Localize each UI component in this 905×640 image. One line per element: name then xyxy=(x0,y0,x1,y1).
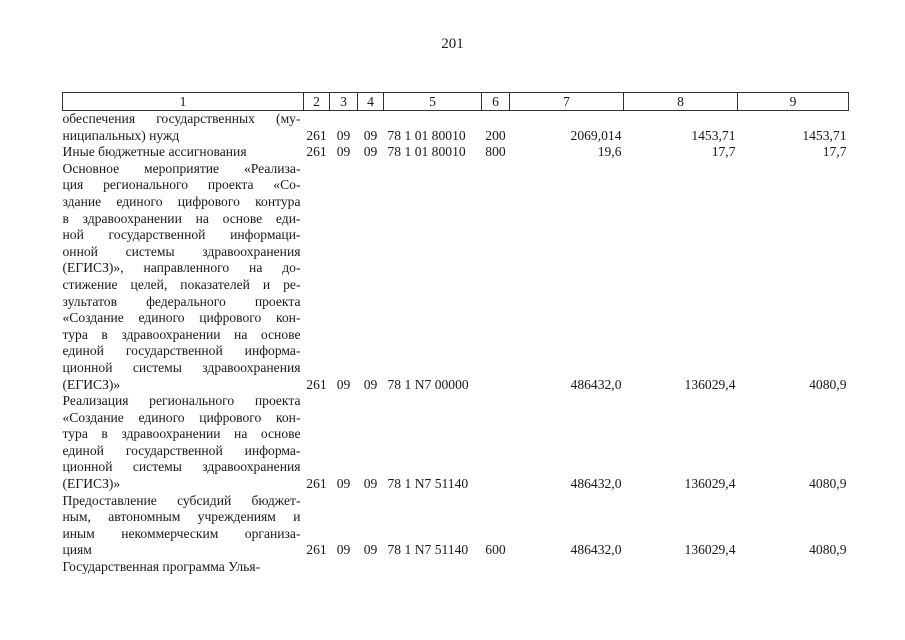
section-code: 09 xyxy=(336,127,351,143)
description-line: ниципальных) нужд xyxy=(62,127,180,143)
amount-col9: 1453,71 xyxy=(802,127,847,143)
ministry-code: 261 xyxy=(306,127,327,143)
target-article-code: 78 1 N7 51140 xyxy=(387,476,469,492)
description-line: Иные бюджетные ассигнования xyxy=(62,144,247,160)
table-row xyxy=(63,144,849,161)
section-code: 09 xyxy=(336,144,351,160)
amount-col9: 4080,9 xyxy=(809,542,847,558)
column-header-6: 6 xyxy=(482,93,510,111)
description-line: (ЕГИСЗ)» xyxy=(62,476,121,492)
column-header-2: 2 xyxy=(304,93,330,111)
column-header-8: 8 xyxy=(624,93,738,111)
table-row xyxy=(63,493,849,559)
amount-col9: 17,7 xyxy=(822,144,847,160)
description-line: (ЕГИСЗ)» xyxy=(62,376,121,392)
ministry-code: 261 xyxy=(306,376,327,392)
subsection-code: 09 xyxy=(363,542,378,558)
expense-type-code xyxy=(482,559,510,576)
target-article-code: 78 1 01 80010 xyxy=(387,144,466,160)
expense-type-code: 600 xyxy=(485,542,506,558)
amount-col8: 136029,4 xyxy=(684,376,736,392)
row-description xyxy=(63,111,304,145)
description-line: стижение целей, показателей и ре- xyxy=(62,276,301,292)
section-code: 09 xyxy=(336,476,351,492)
amount-col8 xyxy=(624,559,738,576)
description-line: «Создание единого цифрового кон- xyxy=(62,409,301,425)
description-line: Государственная программа Улья- xyxy=(62,559,261,575)
amount-col8: 136029,4 xyxy=(684,476,736,492)
description-line: Основное мероприятие «Реализа- xyxy=(62,160,301,176)
amount-col7: 486432,0 xyxy=(570,476,622,492)
amount-col7: 2069,014 xyxy=(570,127,622,143)
table-row xyxy=(63,393,849,493)
subsection-code: 09 xyxy=(363,476,378,492)
subsection-code: 09 xyxy=(363,376,378,392)
column-header-9: 9 xyxy=(738,93,849,111)
description-line: зультатов федерального проекта xyxy=(62,293,301,309)
budget-table-container xyxy=(62,92,848,576)
row-description xyxy=(63,144,304,161)
section-code xyxy=(330,559,358,576)
target-article-code xyxy=(384,559,482,576)
amount-col8: 136029,4 xyxy=(684,542,736,558)
section-code: 09 xyxy=(336,542,351,558)
amount-col7 xyxy=(510,559,624,576)
amount-col8: 1453,71 xyxy=(691,127,736,143)
description-line: обеспечения государственных (му- xyxy=(62,111,301,126)
column-header-4: 4 xyxy=(358,93,384,111)
target-article-code: 78 1 01 80010 xyxy=(387,127,466,143)
column-header-1: 1 xyxy=(63,93,304,111)
description-line: ционной системы здравоохранения xyxy=(62,359,301,375)
description-line: иным некоммерческим организа- xyxy=(62,525,301,541)
table-row xyxy=(63,559,849,576)
table-body xyxy=(63,111,849,576)
description-line: Реализация регионального проекта xyxy=(62,393,301,409)
amount-col8: 17,7 xyxy=(711,144,736,160)
page-number: 201 xyxy=(441,36,464,52)
description-line: Предоставление субсидий бюджет- xyxy=(62,492,301,508)
table-row xyxy=(63,161,849,393)
subsection-code: 09 xyxy=(363,144,378,160)
description-line: единой государственной информа- xyxy=(62,343,301,359)
description-line: тура в здравоохранении на основе xyxy=(62,326,301,342)
ministry-code: 261 xyxy=(306,542,327,558)
table-row xyxy=(63,111,849,145)
description-line: ной государственной информаци- xyxy=(62,227,301,243)
description-line: в здравоохранении на основе еди- xyxy=(62,210,301,226)
expense-type-code: 800 xyxy=(485,144,506,160)
ministry-code: 261 xyxy=(306,144,327,160)
ministry-code xyxy=(304,559,330,576)
amount-col7: 19,6 xyxy=(597,144,622,160)
row-description xyxy=(63,559,304,576)
target-article-code: 78 1 N7 51140 xyxy=(387,542,469,558)
description-line: ционной системы здравоохранения xyxy=(62,459,301,475)
amount-col7: 486432,0 xyxy=(570,542,622,558)
row-description xyxy=(63,493,304,559)
description-line: «Создание единого цифрового кон- xyxy=(62,310,301,326)
amount-col9: 4080,9 xyxy=(809,476,847,492)
budget-table xyxy=(62,92,849,576)
column-header-7: 7 xyxy=(510,93,624,111)
column-header-5: 5 xyxy=(384,93,482,111)
amount-col9 xyxy=(738,559,849,576)
description-line: единой государственной информа- xyxy=(62,442,301,458)
column-header-3: 3 xyxy=(330,93,358,111)
description-line: ция регионального проекта «Со- xyxy=(62,177,301,193)
row-description xyxy=(63,393,304,493)
table-header xyxy=(63,93,849,111)
ministry-code: 261 xyxy=(306,476,327,492)
expense-type-code: 200 xyxy=(485,127,506,143)
description-line: тура в здравоохранении на основе xyxy=(62,426,301,442)
description-line: здание единого цифрового контура xyxy=(62,193,301,209)
header-row xyxy=(63,93,849,111)
subsection-code: 09 xyxy=(363,127,378,143)
description-line: (ЕГИСЗ)», направленного на до- xyxy=(62,260,301,276)
amount-col7: 486432,0 xyxy=(570,376,622,392)
section-code: 09 xyxy=(336,376,351,392)
description-line: онной системы здравоохранения xyxy=(62,243,301,259)
expense-type-code xyxy=(482,161,510,393)
subsection-code xyxy=(358,559,384,576)
description-line: циям xyxy=(62,542,92,558)
target-article-code: 78 1 N7 00000 xyxy=(387,376,469,392)
row-description xyxy=(63,161,304,393)
expense-type-code xyxy=(482,393,510,493)
amount-col9: 4080,9 xyxy=(809,376,847,392)
description-line: ным, автономным учреждениям и xyxy=(62,509,301,525)
